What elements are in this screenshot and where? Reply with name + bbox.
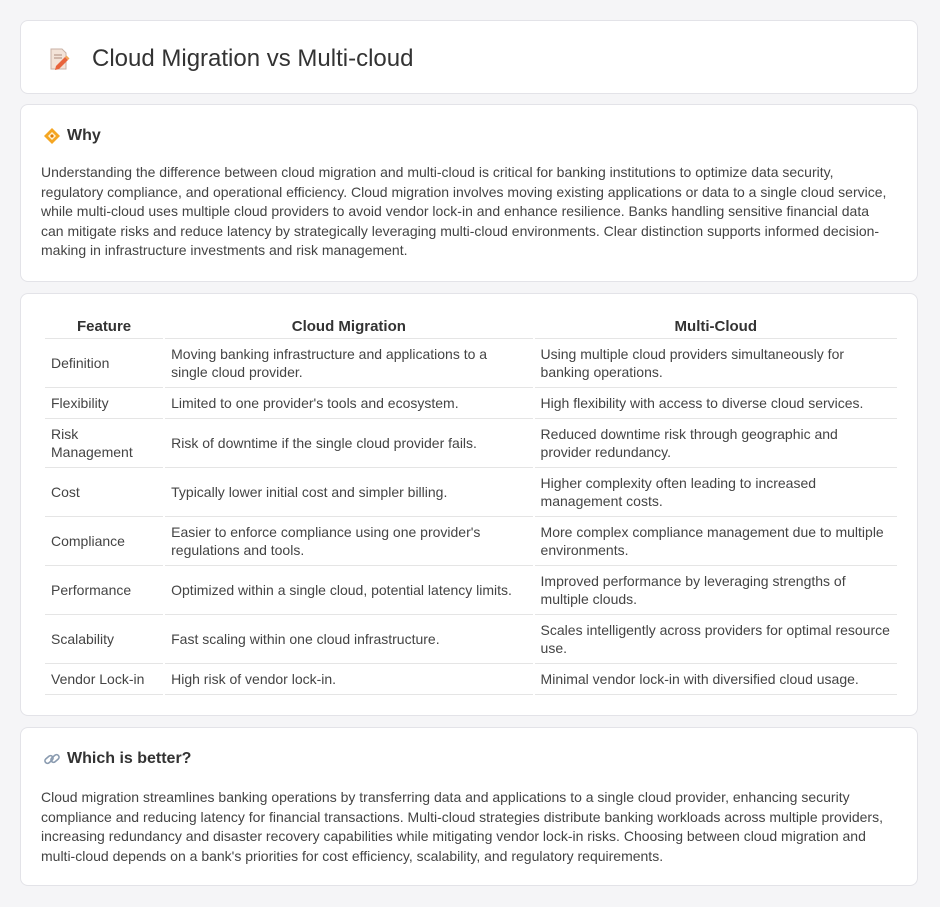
table-row xyxy=(45,339,897,388)
table-row xyxy=(45,419,897,468)
migration-cell: Optimized within a single cloud, potential latency limits. xyxy=(165,566,532,615)
migration-cell: Easier to enforce compliance using one provider's regulations and tools. xyxy=(165,517,532,566)
feature-cell: Compliance xyxy=(45,517,163,566)
table-row xyxy=(45,615,897,664)
feature-cell: Definition xyxy=(45,339,163,388)
feature-cell: Risk Management xyxy=(45,419,163,468)
comparison-table xyxy=(43,314,899,695)
multi-cell: More complex compliance management due to multiple environments. xyxy=(535,517,897,566)
feature-cell: Vendor Lock-in xyxy=(45,664,163,695)
table-row xyxy=(45,468,897,517)
feature-cell: Performance xyxy=(45,566,163,615)
migration-cell: Risk of downtime if the single cloud provider fails. xyxy=(165,419,532,468)
feature-cell: Flexibility xyxy=(45,388,163,419)
multi-cell: High flexibility with access to diverse cloud services. xyxy=(535,388,897,419)
why-card xyxy=(20,104,918,282)
which-better-heading-label: Which is better? xyxy=(67,750,192,767)
table-row xyxy=(45,566,897,615)
multi-cell: Reduced downtime risk through geographic and provider redundancy. xyxy=(535,419,897,468)
migration-cell: Typically lower initial cost and simpler billing. xyxy=(165,468,532,517)
header-card xyxy=(20,20,918,94)
multi-cell: Minimal vendor lock-in with diversified cloud usage. xyxy=(535,664,897,695)
why-heading xyxy=(43,127,101,145)
why-heading-label: Why xyxy=(67,127,101,144)
why-text: Understanding the difference between cloud migration and multi-cloud is critical for banking institutions to optimize data security, regulatory compliance, and operational efficiency. Cloud migration involves moving existing applications or data to a single cloud service, while multi-cloud uses multiple cloud providers to avoid vendor lock-in and enhance resilience. Banks handling sensitive financial data can mitigate risks and reduce latency by strategically leveraging multi-cloud environments. Clear distinction supports informed decision-making in infrastructure investments and risk management. xyxy=(41,164,887,259)
link-icon xyxy=(43,750,61,768)
multi-cell: Scales intelligently across providers for optimal resource use. xyxy=(535,615,897,664)
header-feature: Feature xyxy=(45,314,163,339)
page-title: Cloud Migration vs Multi-cloud xyxy=(92,45,414,72)
which-better-text: Cloud migration streamlines banking operations by transferring data and applications to a single cloud provider, enhancing security compliance and reducing latency for financial transactions. Multi-cloud strategies distribute banking workloads across multiple providers, increasing redundancy and disaster recovery capabilities while mitigating vendor lock-in risks. Choosing between cloud migration and multi-cloud depends on a bank's priorities for cost efficiency, scalability, and regulatory requirements. xyxy=(41,789,883,864)
table-row xyxy=(45,517,897,566)
multi-cell: Higher complexity often leading to increased management costs. xyxy=(535,468,897,517)
which-better-heading xyxy=(43,750,191,768)
comparison-card xyxy=(20,293,918,716)
document-pencil-icon xyxy=(48,47,70,71)
migration-cell: High risk of vendor lock-in. xyxy=(165,664,532,695)
table-row xyxy=(45,664,897,695)
multi-cell: Using multiple cloud providers simultaneously for banking operations. xyxy=(535,339,897,388)
feature-cell: Scalability xyxy=(45,615,163,664)
diamond-sparkle-icon xyxy=(43,127,61,145)
migration-cell: Limited to one provider's tools and ecosystem. xyxy=(165,388,532,419)
multi-cell: Improved performance by leveraging strengths of multiple clouds. xyxy=(535,566,897,615)
header-multi-cloud: Multi-Cloud xyxy=(535,314,897,339)
table-row xyxy=(45,388,897,419)
feature-cell: Cost xyxy=(45,468,163,517)
header-cloud-migration: Cloud Migration xyxy=(165,314,532,339)
migration-cell: Fast scaling within one cloud infrastructure. xyxy=(165,615,532,664)
which-better-card xyxy=(20,727,918,886)
migration-cell: Moving banking infrastructure and applications to a single cloud provider. xyxy=(165,339,532,388)
